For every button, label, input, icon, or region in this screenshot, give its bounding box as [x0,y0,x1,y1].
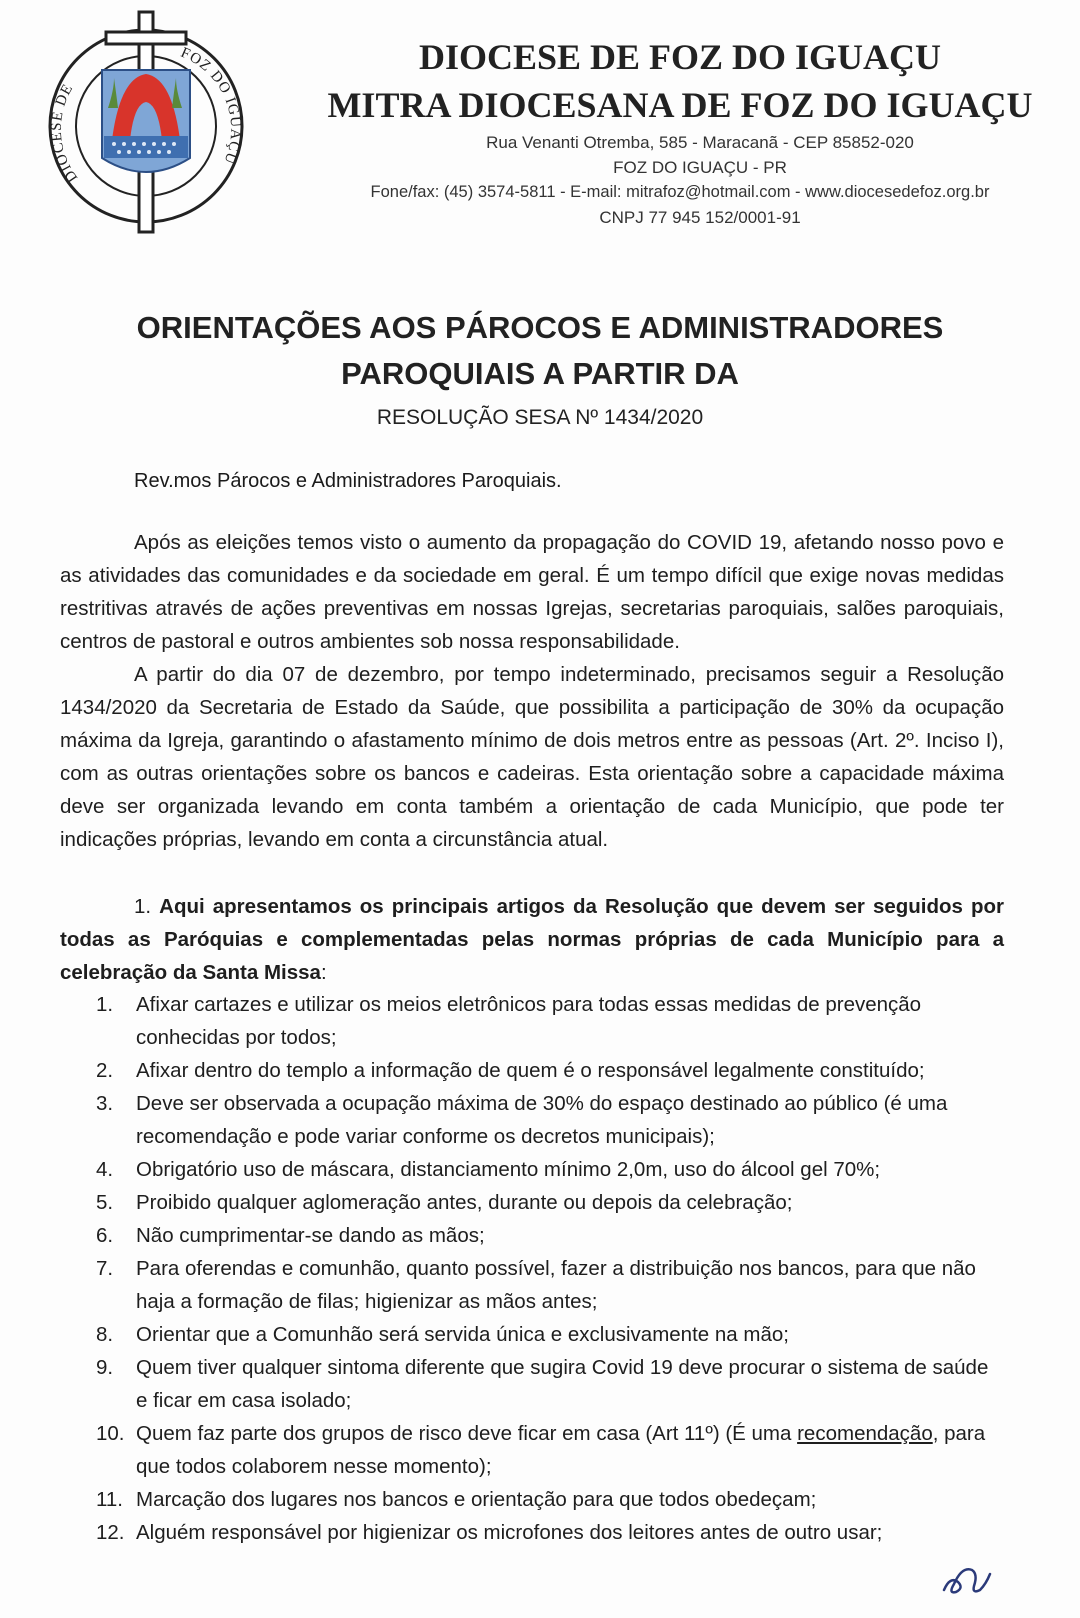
header-title-mitra: MITRA DIOCESANA DE FOZ DO IGUAÇU [327,85,1033,125]
section-intro [60,890,1004,989]
list-item [60,1483,1004,1516]
paragraph-2 [60,658,1004,856]
list-item-number: 9. [96,1356,114,1379]
header-city: FOZ DO IGUAÇU - PR [613,158,787,177]
list-item-number: 5. [96,1191,114,1214]
signature-initials [936,1542,1006,1602]
list-item-text: Afixar cartazes e utilizar os meios eletrônicos para todas essas medidas de prevenção conhecidas por todos; [136,993,922,1049]
paragraph-2-text: A partir do dia 07 de dezembro, por tempo indeterminado, precisamos seguir a Resolução 1434/2020 da Secretaria de Estado da Saúde, que possibilita a participação de 30% da ocupação máxima da Igreja, garantindo o afastamento mínimo de dois metros entre as pessoas (Art. 2º. Inciso I), com as outras orientações sobre os bancos e cadeiras. Esta orientação sobre a capacidade máxima deve ser organizada levando em conta também a orientação de cada Município, que pode ter indicações próprias, levando em conta a circunstância atual. [60,663,1004,851]
list-item-text: Quem tiver qualquer sintoma diferente que sugira Covid 19 deve procurar o sistema de saúde e ficar em casa isolado; [136,1356,989,1412]
list-item-text: Obrigatório uso de máscara, distanciamento mínimo 2,0m, uso do álcool gel 70%; [136,1158,881,1181]
list-item-text: Deve ser observada a ocupação máxima de 30% do espaço destinado ao público (é uma recomendação e pode variar conforme os decretos municipais); [136,1092,948,1148]
list-item-number: 2. [96,1059,114,1082]
list-item-text: Afixar dentro do templo a informação de quem é o responsável legalmente constituído; [136,1059,925,1082]
document-title-line1: ORIENTAÇÕES AOS PÁROCOS E ADMINISTRADORES [136,310,944,345]
list-item [60,1351,1004,1417]
header-cnpj: CNPJ 77 945 152/0001-91 [599,208,801,227]
list-item-number: 11. [96,1488,123,1511]
list-item [60,1318,1004,1351]
seal-text-right: FOZ DO IGUAÇU [178,44,244,167]
paragraph-1 [60,526,1004,658]
list-item-number: 4. [96,1158,114,1181]
greeting: Rev.mos Párocos e Administradores Paroquiais. [134,470,562,492]
list-item [60,1417,1004,1483]
header-title-diocese: DIOCESE DE FOZ DO IGUAÇU [418,37,942,77]
list-item-text: Alguém responsável por higienizar os microfones dos leitores antes de outro usar; [136,1521,883,1544]
seal-text-left: DIOCESE DE [48,81,82,186]
list-item-text-underlined: recomendação [797,1422,933,1445]
list-item [60,1219,1004,1252]
list-item [60,1252,1004,1318]
list-item [60,1186,1004,1219]
list-item [60,1054,1004,1087]
list-item [60,1516,1004,1549]
section-intro-text: Aqui apresentamos os principais artigos da Resolução que devem ser seguidos por todas as Paróquias e complementadas pelas normas próprias de cada Município para a celebração da Santa Missa [60,895,1004,984]
paragraph-1-text: Após as eleições temos visto o aumento da propagação do COVID 19, afetando nosso povo e as atividades das comunidades e da sociedade em geral. É um tempo difícil que exige novas medidas restritivas através de ações preventivas em nossas Igrejas, secretarias paroquiais, salões paroquiais, centros de pastoral e outros ambientes sob nossa responsabilidade. [60,531,1004,653]
list-item-number: 7. [96,1257,114,1280]
header-contact: Fone/fax: (45) 3574-5811 - E-mail: mitrafoz@hotmail.com - www.diocesedefoz.org.br [370,183,990,201]
list-item-number: 10. [96,1422,125,1445]
rules-list [60,988,1004,1549]
list-item-number: 6. [96,1224,114,1247]
section-number: 1. [134,895,152,918]
list-item-number: 3. [96,1092,114,1115]
header-address: Rua Venanti Otremba, 585 - Maracanã - CEP 85852-020 [486,133,914,152]
list-item-text: Marcação dos lugares nos bancos e orientação para que todos obedeçam; [136,1488,817,1511]
list-item-text: Orientar que a Comunhão será servida única e exclusivamente na mão; [136,1323,789,1346]
list-item-number: 1. [96,993,114,1016]
list-item-text: Proibido qualquer aglomeração antes, durante ou depois da celebração; [136,1191,793,1214]
list-item-text: Não cumprimentar-se dando as mãos; [136,1224,485,1247]
document-subtitle: RESOLUÇÃO SESA Nº 1434/2020 [376,406,704,429]
section-colon: : [320,961,327,984]
list-item-number: 12. [96,1521,125,1544]
list-item [60,1153,1004,1186]
list-item [60,988,1004,1054]
document-title-line2: PAROQUIAIS A PARTIR DA [341,356,739,391]
list-item-text-after: , para que todos colaborem nesse momento); [136,1422,986,1478]
diocese-seal-logo [42,8,258,238]
list-item-text: Para oferendas e comunhão, quanto possível, fazer a distribuição nos bancos, para que não haja a formação de filas; higienizar as mãos antes; [136,1257,976,1313]
list-item-text-before: Quem faz parte dos grupos de risco deve ficar em casa (Art 11º) (É uma [136,1422,798,1445]
list-item [60,1087,1004,1153]
list-item-number: 8. [96,1323,114,1346]
